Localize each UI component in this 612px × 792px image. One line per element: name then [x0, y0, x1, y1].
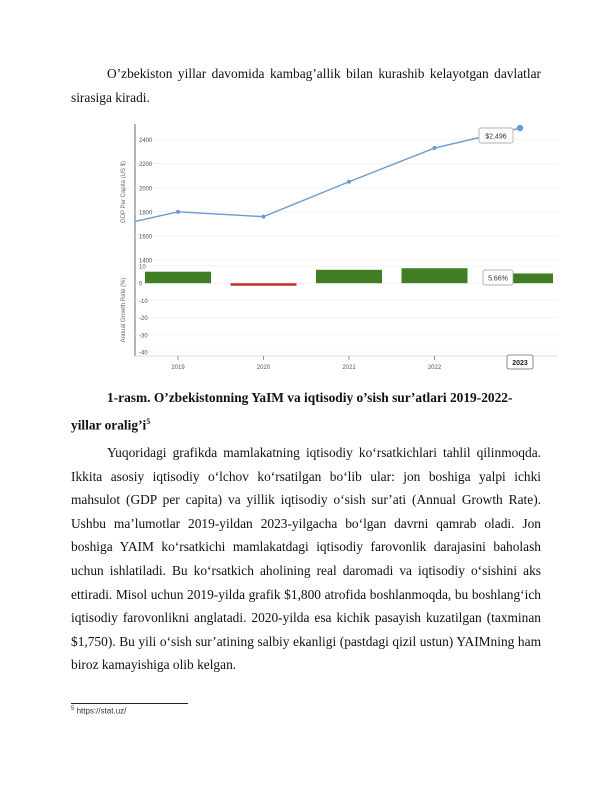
- growth-y-tick-label: 0: [139, 281, 143, 288]
- footnote-divider: [71, 703, 188, 704]
- gdp-y-tick-label: 1600: [139, 234, 153, 241]
- x-tick-label: 2019: [171, 365, 185, 370]
- gdp-tooltip: [479, 128, 513, 143]
- gdp-growth-chart: [118, 120, 558, 370]
- gdp-point: [347, 180, 351, 184]
- gdp-point: [176, 210, 180, 214]
- growth-y-axis-label: Annual Growth Rate (%): [121, 277, 127, 343]
- figure-caption-footnote-mark: 5: [146, 416, 151, 426]
- gdp-y-axis-label: GDP Per Capita (US $): [121, 161, 127, 223]
- growth-y-tick-label: 10: [139, 264, 146, 271]
- gdp-y-tick-labels: [139, 138, 153, 264]
- gdp-point: [433, 146, 437, 150]
- growth-y-tick-label: -30: [139, 333, 148, 340]
- figure-caption: [71, 386, 541, 437]
- footnote-link[interactable]: https://stat.uz/: [74, 706, 127, 716]
- gdp-y-tick-label: 2400: [139, 138, 153, 145]
- x-tick-label: 2020: [256, 365, 271, 370]
- growth-bar: [402, 268, 468, 283]
- x-tick-label: 2022: [427, 365, 442, 370]
- gdp-line: [135, 128, 520, 221]
- figure-caption-text: 1-rasm. O’zbekistonning YaIM va iqtisodiy o’sish sur’atlari 2019-2022-yillar oralig’i: [71, 390, 513, 433]
- footnote-number: 5: [71, 706, 75, 712]
- gdp-y-tick-label: 2200: [139, 162, 153, 169]
- x-tick-label: 2021: [342, 365, 356, 370]
- growth-y-tick-label: -40: [139, 350, 148, 357]
- gdp-tooltip-value: $2,496: [485, 133, 507, 141]
- growth-bar: [231, 283, 297, 286]
- x-tick-labels: [171, 356, 520, 370]
- year-highlight-label: 2023: [512, 360, 528, 367]
- growth-y-tick-label: -10: [139, 298, 148, 305]
- gdp-y-tick-label: 2000: [139, 186, 153, 193]
- gdp-y-tick-label: 1400: [139, 258, 153, 265]
- growth-bar: [145, 272, 211, 284]
- year-highlight-badge[interactable]: [507, 355, 533, 369]
- growth-y-tick-label: -20: [139, 316, 148, 323]
- body-paragraph: Yuqoridagi grafikda mamlakatning iqtisodiy ko‘rsatkichlari tahlil qilinmoqda. Ikkita asosiy iqtisodiy o‘lchov ko‘rsatilgan bo‘lib ular: jon boshiga yalpi ichki mahsulot (GDP per capita) va yillik iqtisodiy o‘sish sur’ati (Annual Growth Rate). Ushbu ma’lumotlar 2019-yildan 2023-yilgacha bo‘lgan davrni qamrab oladi. Jon boshiga YAIM ko‘rsatkichi mamlakatdagi iqtisodiy farovonlik darajasini baholash uchun ishlatiladi. Bu ko‘rsatkich aholining real daromadi va iqtisodiy o‘sishini aks ettiradi. Misol uchun 2019-yilda grafik $1,800 atrofida boshlanmoqda, bu boshlang‘ich iqtisodiy farovonlikni anglatadi. 2020-yilda esa kichik pasayish kuzatilgan (taxminan $1,750). Bu yili o‘sish sur’atining salbiy ekanligi (pastdagi qizil ustun) YAIMning ham biroz kamayishiga olib kelgan.: [71, 445, 541, 673]
- gdp-y-tick-label: 1800: [139, 210, 153, 217]
- chart-axes: [135, 124, 558, 356]
- intro-paragraph: O’zbekiston yillar davomida kambag’allik bilan kurashib kelayotgan davlatlar sirasiga kiradi.: [71, 66, 541, 105]
- growth-bar: [316, 270, 382, 283]
- growth-tooltip-value: 5.66%: [488, 275, 508, 283]
- growth-tooltip: [483, 270, 513, 285]
- footnote: [71, 706, 126, 716]
- gdp-point: [262, 215, 266, 219]
- gdp-point: [517, 125, 523, 131]
